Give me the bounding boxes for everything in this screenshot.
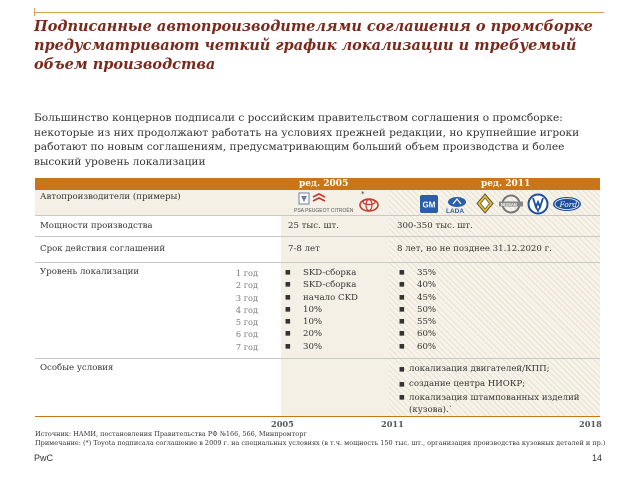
localization-2011-list xyxy=(399,267,436,353)
agreements-table xyxy=(35,178,600,416)
toyota-star: * xyxy=(361,190,365,198)
row-divider xyxy=(35,236,600,237)
top-rule xyxy=(34,12,604,13)
capacity-label: Мощности производства xyxy=(40,221,153,231)
gm-logo xyxy=(419,194,439,214)
volkswagen-logo xyxy=(527,193,549,215)
localization-years xyxy=(228,267,258,353)
timeline xyxy=(35,416,600,428)
list-item: ■ 10% xyxy=(285,316,358,328)
timeline-2005: 2005 xyxy=(271,419,294,429)
capacity-2005: 25 тыс. шт. xyxy=(288,221,340,231)
source-text: Источник: НАМИ, постановления Правительства РФ №166, 566, Минпромторг xyxy=(35,430,307,438)
timeline-2011: 2011 xyxy=(381,419,404,429)
list-item: ■ SKD-сборка xyxy=(285,279,358,291)
list-item: ■ 10% xyxy=(285,304,358,316)
special-label: Особые условия xyxy=(40,363,114,373)
row-divider xyxy=(35,262,600,263)
header-2005: ред. 2005 xyxy=(299,179,349,189)
psa-logo-text: PSA PEUGEOT CITROËN xyxy=(294,208,354,214)
brand-footer: PwC xyxy=(34,453,54,463)
localization-label: Уровень локализации xyxy=(40,267,140,277)
row-divider xyxy=(35,358,600,359)
list-item: ■ 45% xyxy=(399,292,436,304)
list-item: ■ локализация штампованных изделий (кузова).` xyxy=(399,392,589,416)
source-notes xyxy=(35,430,625,447)
renault-logo xyxy=(475,193,495,214)
list-item: ■ 50% xyxy=(399,304,436,316)
year-label: 1 год xyxy=(235,268,258,278)
note-text: Примечание: (*) Toyota подписала соглашение в 2009 г. на специальных условиях (в т.ч. мощность 150 тыс. шт., организация производства кузовных деталей и пр.) xyxy=(35,438,606,447)
gm-logo-text: GM xyxy=(422,200,436,210)
list-item: ■ 55% xyxy=(399,316,436,328)
list-item: ■ создание центра НИОКР; xyxy=(399,377,589,392)
page-number: 14 xyxy=(592,453,603,463)
ford-logo xyxy=(552,196,582,212)
year-label: 6 год xyxy=(235,329,258,340)
list-item: ■ 60% xyxy=(399,341,436,353)
timeline-line xyxy=(35,416,600,417)
year-label: 5 год xyxy=(235,317,258,328)
nissan-logo xyxy=(498,194,524,214)
automakers-label: Автопроизводители (примеры) xyxy=(40,192,181,202)
term-label: Срок действия соглашений xyxy=(40,244,166,254)
capacity-2011: 300-350 тыс. шт. xyxy=(397,221,473,231)
list-item: ■ 20% xyxy=(285,328,358,340)
lada-logo-text: LADA xyxy=(446,208,465,214)
year-label: 7 год xyxy=(235,341,258,352)
timeline-2018: 2018 xyxy=(579,419,602,429)
toyota-logo xyxy=(354,190,384,214)
nissan-logo-text: NISSAN xyxy=(501,201,517,207)
year-label: 2 год xyxy=(235,280,258,291)
lada-logo xyxy=(443,195,471,214)
year-label: 3 год xyxy=(235,292,258,303)
top-rule-tick xyxy=(34,8,35,16)
list-item: ■ начало CKD xyxy=(285,292,358,304)
page-title: Подписанные автопроизводителями соглашения о промсборке предусматривают четкий график локализации и требуемый объем производства xyxy=(34,18,593,73)
special-2011-list xyxy=(399,362,589,416)
term-2011: 8 лет, но не позднее 31.12.2020 г. xyxy=(397,244,552,254)
header-2011: ред. 2011 xyxy=(481,179,531,189)
list-item: ■ локализация двигателей/КПП; xyxy=(399,362,589,377)
term-2005: 7-8 лет xyxy=(288,244,320,254)
ford-logo-text: Ford xyxy=(559,200,578,209)
intro-text: Большинство концернов подписали с российским правительством соглашения о промсборке: некоторые из них продолжают работать на условиях прежней редакции, но крупнейшие игроки работают по новым соглашениям, предусматривающим больший объем производства и более высокий уровень локализации xyxy=(34,112,580,168)
list-item: ■ 40% xyxy=(399,279,436,291)
localization-2005-list xyxy=(285,267,358,353)
year-label: 4 год xyxy=(235,304,258,315)
list-item: ■ 30% xyxy=(285,341,358,353)
row-divider xyxy=(35,215,600,216)
list-item: ■ 60% xyxy=(399,328,436,340)
list-item: ■ 35% xyxy=(399,267,436,279)
list-item: ■ SKD-сборка xyxy=(285,267,358,279)
